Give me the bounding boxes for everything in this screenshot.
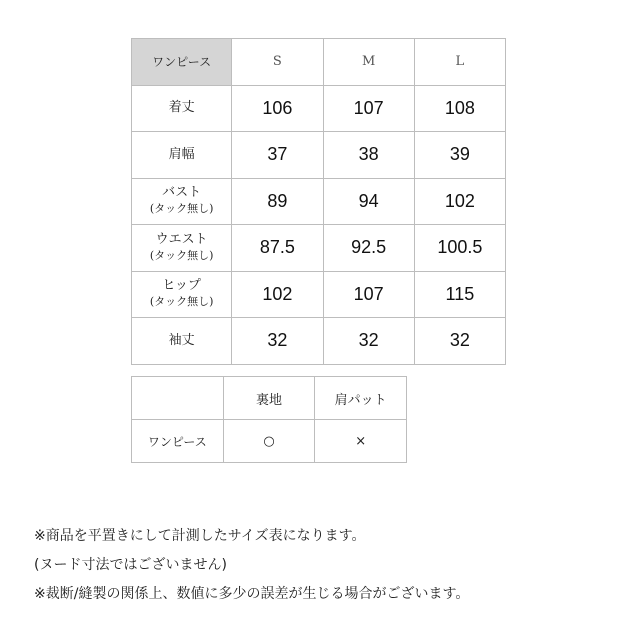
lining-mark: ○: [223, 420, 315, 463]
row-label-text: 袖丈: [168, 332, 195, 348]
row-label-text: ウエスト: [155, 231, 208, 247]
shoulder-pad-mark: ×: [315, 420, 407, 463]
value-cell: 39: [414, 132, 505, 179]
row-label-sub: (タック無し): [149, 202, 214, 216]
value-cell: 37: [232, 132, 323, 179]
option-header-lining: 裏地: [223, 377, 315, 420]
item-name-header: ワンピース: [132, 39, 232, 86]
row-label-text: バスト: [162, 185, 202, 201]
note-line: ※商品を平置きにして計測したサイズ表になります。: [34, 528, 366, 544]
row-label: [132, 85, 232, 132]
note-line: ※裁断/縫製の関係上、数値に多少の誤差が生じる場合がございます。: [34, 586, 470, 602]
table-row: [132, 225, 506, 272]
row-label-text: ヒップ: [162, 278, 201, 294]
row-label: [132, 318, 232, 365]
size-table: [131, 38, 506, 365]
value-cell: 32: [232, 318, 323, 365]
table-row: [132, 318, 506, 365]
note-line: (ヌード寸法ではございません): [34, 557, 227, 573]
notes: [34, 522, 634, 609]
value-cell: 102: [232, 271, 323, 318]
value-cell: 106: [232, 85, 323, 132]
option-header-shoulder-pad: 肩パット: [315, 377, 407, 420]
row-label: [132, 178, 232, 225]
value-cell: 108: [414, 85, 505, 132]
row-label: [132, 225, 232, 272]
row-label: [132, 271, 232, 318]
row-label-text: 着丈: [168, 100, 195, 116]
value-cell: 115: [414, 271, 505, 318]
option-row-label: ワンピース: [132, 420, 224, 463]
value-cell: 100.5: [414, 225, 505, 272]
size-header-row: [132, 39, 506, 86]
table-row: [132, 132, 506, 179]
value-cell: 87.5: [232, 225, 323, 272]
option-header-row: [132, 377, 407, 420]
size-header-s: S: [232, 39, 323, 86]
value-cell: 107: [323, 85, 414, 132]
row-label: [132, 132, 232, 179]
value-cell: 102: [414, 178, 505, 225]
size-header-m: M: [323, 39, 414, 86]
table-row: [132, 271, 506, 318]
row-label-sub: (タック無し): [149, 295, 214, 309]
value-cell: 89: [232, 178, 323, 225]
table-row: [132, 420, 407, 463]
size-header-l: L: [414, 39, 505, 86]
value-cell: 107: [323, 271, 414, 318]
value-cell: 32: [323, 318, 414, 365]
option-table: [131, 376, 407, 463]
value-cell: 38: [323, 132, 414, 179]
value-cell: 92.5: [323, 225, 414, 272]
value-cell: 32: [414, 318, 505, 365]
row-label-text: 肩幅: [168, 146, 195, 162]
value-cell: 94: [323, 178, 414, 225]
row-label-sub: (タック無し): [149, 248, 214, 262]
table-row: [132, 178, 506, 225]
option-header-blank: [132, 377, 224, 420]
table-row: [132, 85, 506, 132]
